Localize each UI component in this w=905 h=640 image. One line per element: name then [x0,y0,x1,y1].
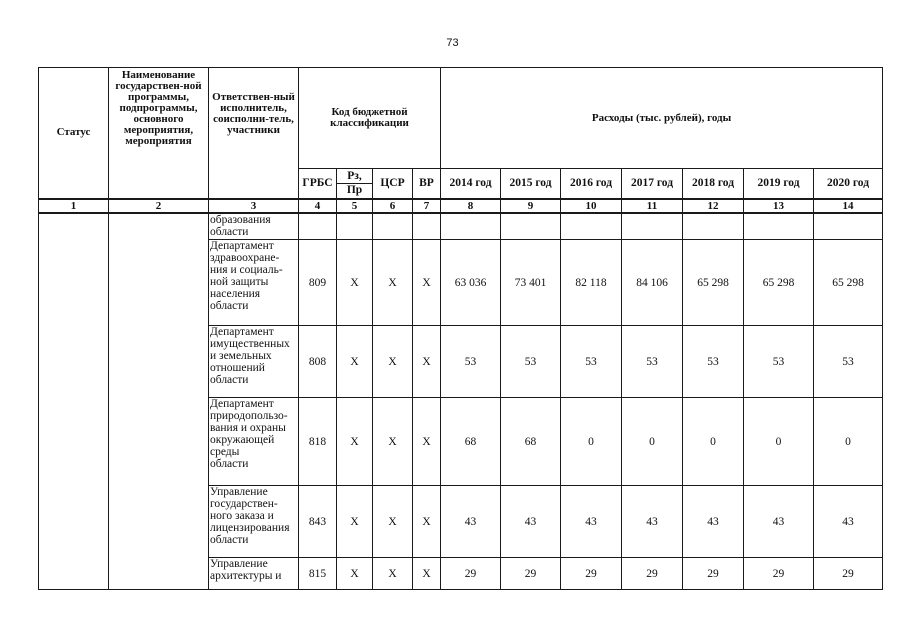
header-year-2019: 2019 год [744,169,814,199]
header-budget-code: Код бюджетной классификации [299,68,441,169]
rz-cell: Х [337,326,373,398]
expense-cell: 29 [814,558,883,590]
executor-line: Департамент [210,398,274,410]
executor-line: вания и охраны [210,422,286,434]
expense-cell: 65 298 [744,240,814,326]
csr-cell [373,213,413,240]
column-number: 6 [373,199,413,213]
vr-cell [413,213,441,240]
grbs-cell [299,213,337,240]
grbs-cell: 818 [299,398,337,486]
vr-cell: Х [413,326,441,398]
executor-line: лицензирования [210,522,290,534]
executor-line: области [210,374,249,386]
executor-line: ной защиты [210,276,269,288]
csr-cell: Х [373,486,413,558]
executor-cell [209,213,299,240]
column-number: 14 [814,199,883,213]
rz-cell: Х [337,486,373,558]
expense-cell: 65 298 [683,240,744,326]
grbs-cell: 843 [299,486,337,558]
vr-cell: Х [413,398,441,486]
header-grbs: ГРБС [299,169,337,199]
expense-cell: 84 106 [622,240,683,326]
executor-line: государствен- [210,498,278,510]
expense-cell: 43 [744,486,814,558]
header-pr: Пр [337,184,373,199]
header-year-2017: 2017 год [622,169,683,199]
column-number-row [39,199,883,213]
column-number: 1 [39,199,109,213]
executor-cell [209,486,299,558]
vr-cell: Х [413,240,441,326]
executor-line: имущественных [210,338,290,350]
rz-cell: Х [337,240,373,326]
header-year-2020: 2020 год [814,169,883,199]
header-year-2015: 2015 год [501,169,561,199]
expense-cell [441,213,501,240]
expense-cell: 53 [501,326,561,398]
expense-cell: 53 [683,326,744,398]
expense-cell: 0 [561,398,622,486]
header-year-2016: 2016 год [561,169,622,199]
expense-cell: 73 401 [501,240,561,326]
expense-cell: 53 [744,326,814,398]
table-row [39,213,883,240]
expense-cell: 43 [441,486,501,558]
executor-line: отношений [210,362,265,374]
rz-cell: Х [337,558,373,590]
header-responsible: Ответствен-ный исполнитель, соисполни-тель, участники [209,68,299,199]
expense-cell: 29 [441,558,501,590]
grbs-cell: 808 [299,326,337,398]
executor-line: ния и социаль- [210,264,283,276]
executor-line: окружающей [210,434,275,446]
column-number: 2 [109,199,209,213]
header-year-2018: 2018 год [683,169,744,199]
executor-line: области [210,458,249,470]
expense-cell: 53 [622,326,683,398]
expense-cell: 43 [501,486,561,558]
expense-cell: 68 [441,398,501,486]
expense-cell: 29 [501,558,561,590]
expense-cell [561,213,622,240]
column-number: 11 [622,199,683,213]
budget-table [38,67,883,590]
executor-line: Департамент [210,240,274,252]
expense-cell: 65 298 [814,240,883,326]
executor-line: здравоохране- [210,252,280,264]
vr-cell: Х [413,486,441,558]
grbs-cell: 815 [299,558,337,590]
expense-cell [622,213,683,240]
header-program-name: Наименование государствен-ной программы, подпрограммы, основного мероприятия, мероприятия [109,68,209,199]
executor-line: среды [210,446,240,458]
status-cell [39,213,109,590]
executor-line: области [210,534,249,546]
executor-line: области [210,300,249,312]
executor-line: образования [210,213,271,226]
header-status: Статус [39,68,109,199]
executor-line: области [210,225,249,238]
column-number: 3 [209,199,299,213]
table-header [39,68,883,213]
column-number: 10 [561,199,622,213]
header-csr: ЦСР [373,169,413,199]
csr-cell: Х [373,398,413,486]
column-number: 5 [337,199,373,213]
expense-cell: 63 036 [441,240,501,326]
column-number: 4 [299,199,337,213]
executor-line: Управление [210,486,268,498]
expense-cell: 43 [561,486,622,558]
expense-cell [744,213,814,240]
table-body [39,213,883,590]
expense-cell: 0 [683,398,744,486]
csr-cell: Х [373,326,413,398]
column-number: 12 [683,199,744,213]
expense-cell: 53 [561,326,622,398]
executor-line: ного заказа и [210,510,274,522]
csr-cell: Х [373,240,413,326]
expense-cell [501,213,561,240]
expense-cell [814,213,883,240]
rz-cell [337,213,373,240]
expense-cell: 43 [814,486,883,558]
header-vr: ВР [413,169,441,199]
executor-line: архитектуры и [210,570,282,582]
executor-cell [209,398,299,486]
expense-cell: 82 118 [561,240,622,326]
expense-cell: 43 [622,486,683,558]
executor-line: населения [210,288,261,300]
expense-cell: 29 [683,558,744,590]
expense-cell [683,213,744,240]
expense-cell: 29 [744,558,814,590]
expense-cell: 29 [561,558,622,590]
expense-cell: 0 [814,398,883,486]
executor-line: Управление [210,558,268,570]
header-expenses: Расходы (тыс. рублей), годы [441,68,883,169]
column-number: 8 [441,199,501,213]
expense-cell: 68 [501,398,561,486]
executor-line: природопользо- [210,410,288,422]
vr-cell: Х [413,558,441,590]
program-name-cell [109,213,209,590]
grbs-cell: 809 [299,240,337,326]
page-number: 73 [446,37,459,49]
column-number: 9 [501,199,561,213]
column-number: 7 [413,199,441,213]
header-rz: Рз, [337,169,373,184]
executor-cell [209,558,299,590]
executor-cell [209,240,299,326]
expense-cell: 29 [622,558,683,590]
executor-cell [209,326,299,398]
expense-cell: 0 [622,398,683,486]
column-number: 13 [744,199,814,213]
expense-cell: 43 [683,486,744,558]
expense-cell: 53 [814,326,883,398]
header-year-2014: 2014 год [441,169,501,199]
executor-line: и земельных [210,350,272,362]
expense-cell: 0 [744,398,814,486]
rz-cell: Х [337,398,373,486]
csr-cell: Х [373,558,413,590]
executor-line: Департамент [210,326,274,338]
expense-cell: 53 [441,326,501,398]
